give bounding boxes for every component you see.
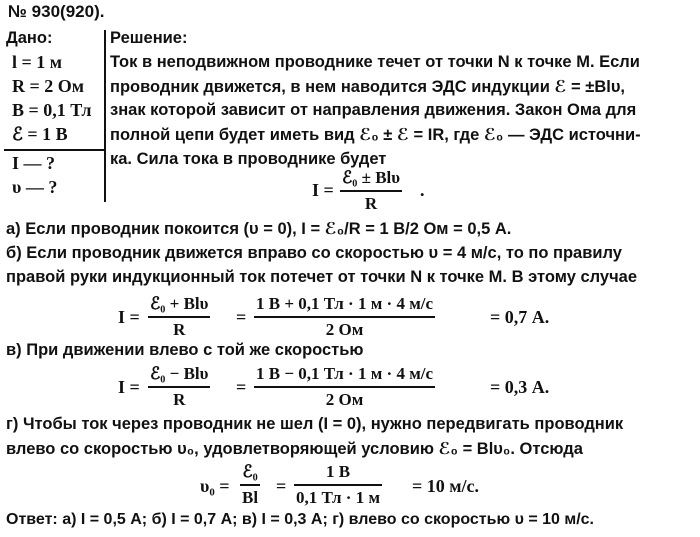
- formula-2-denominator-1: R: [173, 320, 186, 339]
- formula-3-equals: =: [236, 377, 247, 397]
- formula-4-equals: =: [276, 476, 287, 496]
- solution-line-4: полной цепи будет иметь вид ℰ₀ ± ℰ = IR, где ℰ₀ — ЭДС источни-: [110, 126, 641, 144]
- formula-4-fraction-2: [294, 462, 382, 508]
- formula-2-numerator-2: 1 В + 0,1 Тл · 1 м · 4 м/с: [256, 294, 434, 313]
- fraction-bar: [148, 386, 210, 388]
- formula-2-result: = 0,7 А.: [490, 307, 550, 327]
- formula-1-numerator: ℰ₀ ± Blυ: [342, 168, 401, 187]
- find-I: I — ?: [12, 153, 56, 173]
- given-separator: [104, 30, 106, 202]
- given-divider: [4, 149, 104, 151]
- formula-1-tail: .: [420, 180, 425, 200]
- formula-3-numerator-2: 1 В − 0,1 Тл · 1 м · 4 м/с: [256, 364, 434, 383]
- fraction-bar: [254, 316, 435, 318]
- formula-4-numerator-2: 1 В: [325, 462, 351, 481]
- formula-4-fraction-1: [240, 462, 260, 508]
- formula-1-denominator: R: [364, 194, 378, 213]
- formula-4-result: = 10 м/с.: [412, 476, 480, 496]
- formula-3-denominator-1: R: [173, 390, 186, 409]
- formula-3-fraction-1: [148, 364, 210, 410]
- solution-header: Решение:: [110, 29, 188, 47]
- formula-3-fraction-2: [254, 364, 435, 410]
- fraction-bar: [240, 484, 260, 486]
- formula-1-fraction: [340, 168, 402, 214]
- formula-2-fraction-2: [254, 294, 435, 340]
- solution-line-2: проводник движется, в нем наводится ЭДС индукции ℰ = ±Blυ,: [110, 78, 626, 96]
- formula-4-denominator-1: Bl: [242, 488, 259, 507]
- solution-line-5: ка. Сила тока в проводнике будет: [110, 150, 387, 168]
- formula-2-fraction-1: [148, 294, 210, 340]
- formula-2-denominator-2: 2 Ом: [325, 320, 364, 339]
- formula-4-numerator-1: ℰ₀: [242, 462, 258, 481]
- formula-2-equals: =: [236, 307, 247, 327]
- given-B: B = 0,1 Тл: [12, 100, 92, 120]
- given-header: Дано:: [6, 29, 53, 47]
- problem-number: № 930(920).: [8, 2, 105, 21]
- solution-line-3: знак которой зависит от направления движения. Закон Ома для: [110, 101, 637, 119]
- given-emf: ℰ = 1 В: [12, 124, 68, 144]
- formula-3-numerator-1: ℰ₀ − Blυ: [150, 364, 209, 383]
- case-c-line: в) При движении влево с той же скоростью: [6, 341, 364, 359]
- case-b-line-1: б) Если проводник движется вправо со скоростью υ = 4 м/с, то по правилу: [6, 244, 622, 262]
- formula-2-lhs: I =: [118, 307, 140, 327]
- formula-3-result: = 0,3 А.: [490, 377, 550, 397]
- given-l: l = 1 м: [12, 52, 63, 72]
- given-R: R = 2 Ом: [12, 76, 85, 96]
- solution-line-1: Ток в неподвижном проводнике течет от точки N к точке M. Если: [110, 53, 640, 71]
- formula-1-lhs: I =: [312, 180, 334, 200]
- fraction-bar: [254, 386, 435, 388]
- case-a-line: а) Если проводник покоится (υ = 0), I = ℰ₀/R = 1 В/2 Ом = 0,5 А.: [6, 220, 512, 238]
- find-v: υ — ?: [12, 177, 58, 197]
- case-b-line-2: правой руки индукционный ток потечет от точки N к точке M. В этому случае: [6, 268, 638, 286]
- formula-3-denominator-2: 2 Ом: [325, 390, 364, 409]
- case-d-line-1: г) Чтобы ток через проводник не шел (I = 0), нужно передвигать проводник: [6, 415, 624, 433]
- formula-3-lhs: I =: [118, 377, 140, 397]
- fraction-bar: [148, 316, 210, 318]
- answer-line: Ответ: а) I = 0,5 А; б) I = 0,7 А; в) I = 0,3 А; г) влево со скоростью υ = 10 м/с.: [6, 511, 594, 528]
- formula-4-denominator-2: 0,1 Тл · 1 м: [296, 488, 381, 507]
- fraction-bar: [340, 190, 402, 192]
- case-d-line-2: влево со скоростью υ₀, удовлетворяющей условию ℰ₀ = Blυ₀. Отсюда: [6, 440, 583, 458]
- formula-4-lhs: υ₀ =: [200, 476, 230, 496]
- fraction-bar: [294, 484, 382, 486]
- formula-2-numerator-1: ℰ₀ + Blυ: [150, 294, 209, 313]
